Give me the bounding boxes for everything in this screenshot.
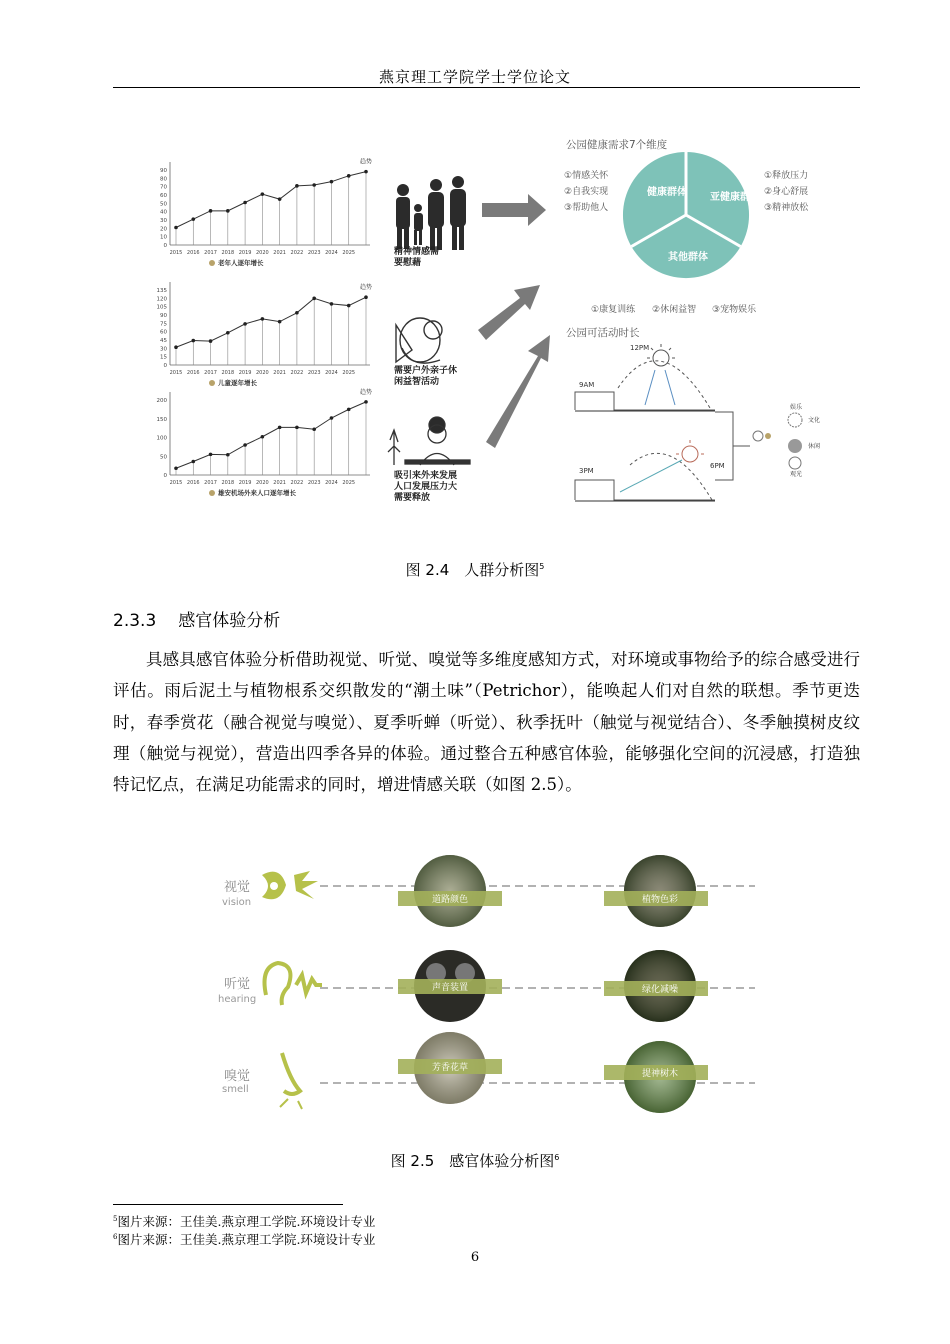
hearing-label-en: hearing [218,994,257,1005]
data-point [295,184,299,188]
svg-text:植物色彩: 植物色彩 [641,895,679,905]
series-line [176,297,366,347]
x-tick-label: 2025 [342,250,356,256]
need-3-text [394,469,457,503]
figure-sensory-analysis [210,855,770,1115]
svg-text:娱乐: 娱乐 [790,404,803,411]
hearing-label: 听觉 [224,977,251,992]
footnote-5: $^5$图片来源：王佳美.燕京理工学院.环境设计专业 [113,1214,376,1229]
x-tick-label: 2025 [342,480,356,486]
activity-icons [753,413,802,469]
y-tick-label: 90 [160,313,167,319]
data-point [312,297,316,301]
svg-text:需要释放: 需要释放 [394,493,431,503]
footnote-6: $^6$图片来源：王佳美.燕京理工学院.环境设计专业 [113,1232,376,1247]
y-tick-label: 75 [160,321,167,328]
data-point [330,180,334,184]
data-point [278,426,282,430]
data-point [261,192,265,196]
svg-text:人口发展压力大: 人口发展压力大 [394,482,458,492]
svg-text:需要户外亲子休: 需要户外亲子休 [394,366,458,376]
x-tick-label: 2018 [221,250,235,256]
sun-noon-icon [645,344,675,405]
working-woman-illustration [388,417,470,465]
right-items [764,169,809,213]
series-line [176,172,366,228]
x-tick-label: 2019 [238,370,252,376]
left-items [564,169,609,213]
svg-text:休闲: 休闲 [808,443,821,450]
data-point [191,460,195,464]
svg-text:要慰藉: 要慰藉 [394,258,422,268]
data-point [243,443,247,447]
data-point [295,311,299,315]
line-chart-elderly [160,158,372,267]
family-illustration [396,176,466,250]
y-tick-label: 60 [160,329,167,336]
section-heading: 2.3.3 感官体验分析 [113,611,281,631]
vision-label: 视觉 [224,880,251,895]
sun-evening-icon [620,440,704,492]
data-point [243,322,247,326]
arrow-diag-2 [486,335,550,448]
x-tick-label: 2023 [307,480,321,486]
data-point [347,408,351,412]
y-tick-label: 45 [160,338,167,344]
hearing-row [218,950,755,1022]
y-tick-label: 40 [160,209,167,216]
y-tick-label: 105 [156,304,167,311]
y-tick-label: 30 [160,218,167,224]
x-tick-label: 2017 [204,370,217,376]
group-subhealthy: 亚健康群体 [710,192,760,203]
data-point [191,217,195,221]
activity-diagram [575,361,750,501]
ear-icon [265,963,323,1005]
group-other: 其他群体 [668,252,708,263]
y-tick-label: 50 [160,201,167,208]
needs-pie [623,152,760,278]
y-tick-label: 150 [156,416,167,423]
legend-marker [209,490,215,496]
y-tick-label: 120 [156,296,167,303]
svg-text:绿化减噪: 绿化减噪 [641,985,679,995]
x-tick-label: 2018 [221,480,235,486]
svg-text:①释放压力: ①释放压力 [764,171,809,181]
y-tick-label: 135 [156,288,167,294]
figure-crowd-analysis [150,130,830,550]
trend-label: 趋势 [360,388,373,396]
figure-2-4-caption: 图 2.4 人群分析图$^5$ [405,561,545,579]
activity-title: 公园可活动时长 [566,327,640,339]
x-tick-label: 2019 [238,250,252,256]
data-point [174,345,178,349]
x-tick-label: 2024 [325,370,338,376]
y-tick-label: 0 [163,243,167,249]
data-point [364,295,368,299]
legend-marker [209,380,215,386]
smell-row [222,1032,755,1113]
svg-text:道路颜色: 道路颜色 [431,895,469,905]
data-point [209,209,213,213]
y-tick-label: 70 [160,184,167,191]
y-tick-label: 50 [160,454,167,461]
svg-text:①情感关怀: ①情感关怀 [564,171,609,181]
svg-text:12PM: 12PM [630,344,650,352]
page-header: 燕京理工学院学士学位论文 [378,68,571,86]
x-tick-label: 2022 [290,370,304,376]
vision-label-en: vision [222,897,252,908]
header-rule [113,87,860,88]
x-tick-label: 2021 [273,250,287,256]
svg-text:提神树木: 提神树木 [641,1069,679,1079]
series-line [176,402,366,468]
x-tick-label: 2016 [186,250,200,256]
x-tick-label: 2017 [204,250,217,256]
legend-label: 儿童逐年增长 [218,379,257,387]
x-tick-label: 2020 [255,480,269,486]
data-point [243,201,247,205]
data-point [209,339,213,343]
arrow-diag-1 [478,285,540,340]
y-tick-label: 80 [160,176,167,183]
svg-text:①康复训练: ①康复训练 [591,305,636,315]
svg-text:②休闲益智: ②休闲益智 [652,305,697,315]
y-tick-label: 20 [160,226,167,233]
data-point [364,170,368,174]
x-tick-label: 2015 [169,250,183,256]
line-chart-children [157,282,373,387]
data-point [330,416,334,420]
data-point [226,331,230,335]
x-tick-label: 2025 [342,370,356,376]
y-tick-label: 0 [163,473,167,479]
data-point [312,183,316,187]
data-point [364,400,368,404]
data-point [312,427,316,431]
vision-row [222,855,755,927]
svg-text:6PM: 6PM [710,462,725,470]
data-point [191,339,195,343]
data-point [278,320,282,324]
x-tick-label: 2021 [273,370,287,376]
data-point [278,197,282,201]
svg-text:③宠物娱乐: ③宠物娱乐 [712,305,757,315]
x-tick-label: 2020 [255,370,269,376]
need-1-text [393,245,439,268]
nose-icon [280,1053,302,1109]
data-point [295,426,299,430]
svg-text:精神情感需: 精神情感需 [394,247,440,257]
arrow-right [482,194,546,226]
svg-text:3PM: 3PM [579,467,594,475]
x-tick-label: 2020 [255,250,269,256]
data-point [347,304,351,308]
x-tick-label: 2018 [221,370,235,376]
x-tick-label: 2019 [238,480,252,486]
x-tick-label: 2022 [290,480,304,486]
y-tick-label: 90 [160,168,167,174]
y-tick-label: 0 [163,363,167,369]
y-tick-label: 30 [160,346,167,353]
svg-text:声音装置: 声音装置 [431,983,469,993]
data-point [261,317,265,321]
y-tick-label: 100 [156,435,167,442]
arrows [478,194,550,448]
bottom-items [591,303,757,315]
x-tick-label: 2022 [290,250,304,256]
svg-text:观光: 观光 [790,471,803,478]
x-tick-label: 2016 [186,480,200,486]
x-tick-label: 2024 [325,480,338,486]
legend-label: 雄安机场外来人口逐年增长 [218,489,296,497]
parent-child-illustration [396,318,442,363]
data-point [209,453,213,457]
data-point [261,435,265,439]
x-tick-label: 2016 [186,370,200,376]
data-point [226,453,230,457]
x-tick-label: 2021 [273,480,287,486]
trend-label: 趋势 [360,158,373,166]
footnote-rule [113,1204,343,1205]
data-point [174,466,178,470]
svg-text:③帮助他人: ③帮助他人 [564,203,609,213]
svg-text:闲益智活动: 闲益智活动 [394,377,440,387]
x-tick-label: 2023 [307,250,321,256]
legend-label: 老年人逐年增长 [218,259,264,267]
svg-text:芳香花草: 芳香花草 [431,1063,469,1073]
y-tick-label: 10 [160,234,167,241]
dims-title: 公园健康需求7个维度 [566,139,668,151]
group-healthy: 健康群体 [647,187,687,198]
x-tick-label: 2015 [169,370,183,376]
svg-text:③精神放松: ③精神放松 [764,203,809,213]
svg-text:②自我实现: ②自我实现 [564,187,609,197]
line-chart-migrants [157,388,373,497]
data-point [226,209,230,213]
x-tick-label: 2015 [169,480,183,486]
data-point [347,174,351,178]
svg-text:文化: 文化 [808,417,821,424]
body-paragraph: 具感具感官体验分析借助视觉、听觉、嗅觉等多维度感知方式，对环境或事物给予的综合感受进行评估。雨后泥土与植物根系交织散发的“潮土味”（Petrichor），能唤起人们对自然的联想。季节更迭时，春季赏花（融合视觉与嗅觉）、夏季听蝉（听觉）、秋季抚叶（触觉与视觉结合）、冬季触摸树皮纹理（触觉与视觉），营造出四季各异的体验。通过整合五种感官体验，能够强化空间的沉浸感，打造独特记忆点，在满足功能需求的同时，增进情感关联（如图 2.5）。 [113,650,860,795]
x-tick-label: 2023 [307,370,321,376]
eye-icon [262,871,318,899]
svg-text:②身心舒展: ②身心舒展 [764,187,809,197]
legend-marker [209,260,215,266]
trend-label: 趋势 [360,284,373,292]
svg-text:吸引来外来发展: 吸引来外来发展 [394,471,458,481]
smell-label-en: smell [222,1084,249,1095]
need-2-text [394,364,457,387]
y-tick-label: 15 [160,354,167,361]
figure-2-5-caption: 图 2.5 感官体验分析图$^6$ [390,1152,560,1170]
smell-label: 嗅觉 [224,1069,251,1084]
data-point [174,226,178,230]
page-number: 6 [470,1250,480,1265]
x-tick-label: 2017 [204,480,217,486]
svg-text:9AM: 9AM [579,381,595,389]
y-tick-label: 200 [156,398,167,404]
x-tick-label: 2024 [325,250,338,256]
data-point [330,302,334,306]
y-tick-label: 60 [160,193,167,199]
